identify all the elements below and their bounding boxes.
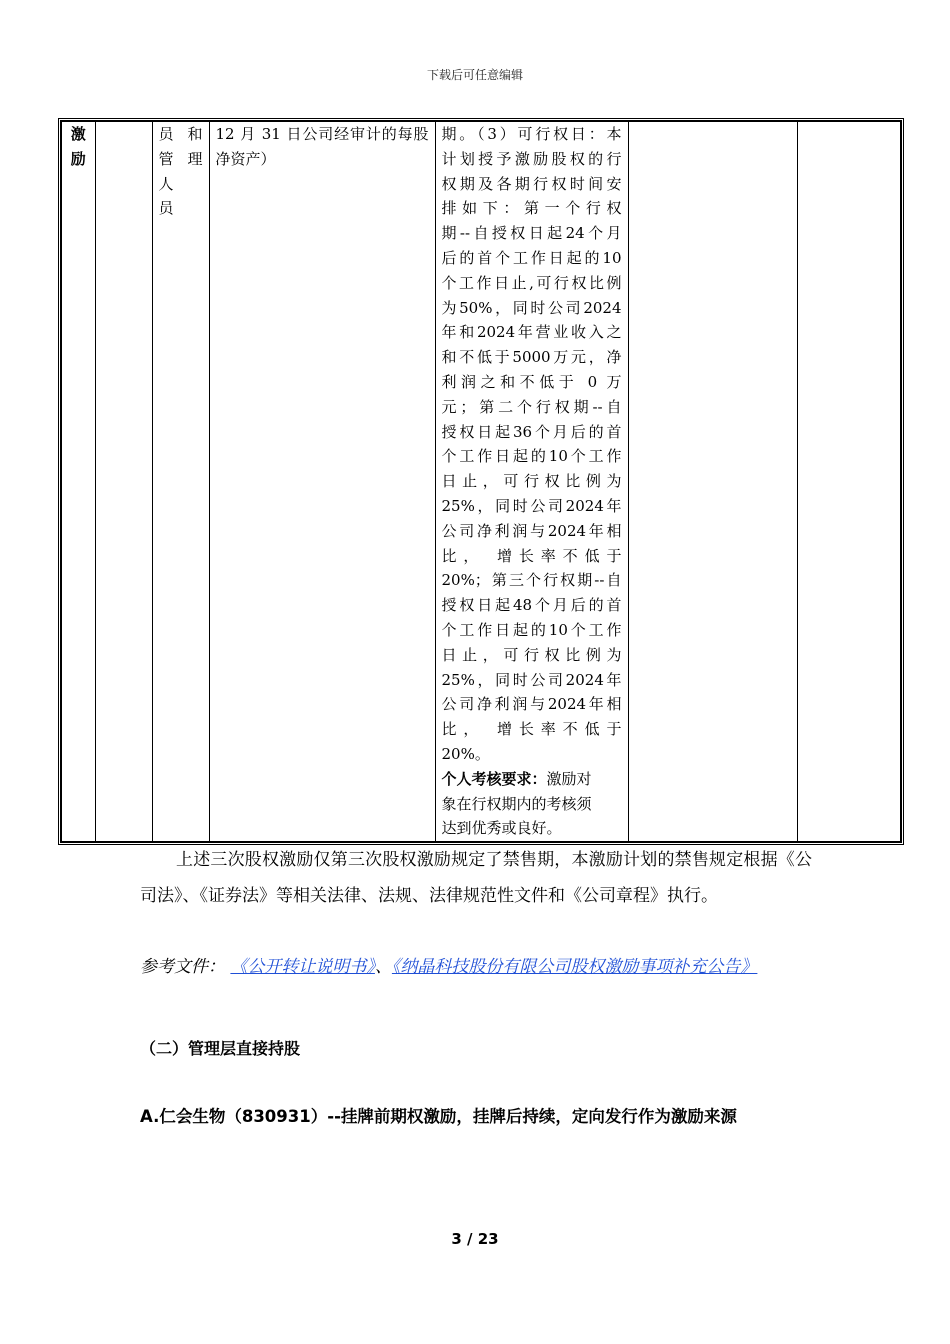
- exercise-line: 20%；第三个行权期--自: [441, 571, 622, 590]
- category-char: 励: [70, 149, 86, 168]
- exercise-line: 和不低于5000万元，净: [441, 348, 622, 367]
- reference-separator: 、: [374, 957, 392, 977]
- reference-link-announcement[interactable]: 《纳晶科技股份有限公司股权激励事项补充公告》: [391, 957, 758, 977]
- exercise-line: 后的首个工作日起的10: [441, 248, 622, 267]
- object-cell: [152, 121, 209, 842]
- exercise-text: [442, 122, 622, 767]
- exercise-line: 计划授予激励股权的行: [441, 149, 622, 168]
- object-line: 员 和: [158, 125, 203, 143]
- exercise-line: 20%。: [441, 744, 490, 763]
- assessment-text: 激励对: [546, 769, 592, 788]
- exercise-line: 25%，同时公司2024年: [441, 496, 622, 515]
- price-cell: [209, 121, 435, 842]
- exercise-line: 为50%，同时公司2024: [441, 298, 622, 317]
- exercise-line: 个工作日起的10个工作: [441, 620, 622, 639]
- exercise-line: 期。（3）可行权日：本: [441, 125, 622, 143]
- exercise-line: 比， 增长率不低于: [441, 546, 622, 565]
- exercise-line: 权期及各期行权时间安: [441, 174, 622, 193]
- exercise-line: 排如下：第一个行权: [441, 199, 622, 218]
- empty-cell: [797, 121, 901, 842]
- section-heading: （二）管理层直接持股: [140, 1039, 301, 1058]
- exercise-line: 个工作日止,可行权比例: [441, 273, 622, 292]
- exercise-line: 元；第二个行权期--自: [441, 397, 622, 416]
- category-cell: [61, 121, 95, 842]
- exercise-line: 公司净利润与2024年相: [441, 695, 622, 714]
- price-text: 12 月 31 日公司经审计的每股 净资产）: [215, 125, 429, 168]
- reference-line: [140, 950, 812, 984]
- assessment-text: 象在行权期内的考核须: [441, 794, 592, 813]
- exercise-line: 期--自授权日起24个月: [441, 224, 622, 243]
- exercise-line: 年和2024年营业收入之: [441, 323, 622, 342]
- reference-label: 参考文件：: [140, 957, 225, 977]
- exercise-line: 日止，可行权比例为: [441, 645, 622, 664]
- empty-cell: [95, 121, 152, 842]
- exercise-line: 个工作日起的10个工作: [441, 447, 622, 466]
- header-note: 下载后可任意编辑: [426, 68, 523, 82]
- exercise-line: 日止，可行权比例为: [441, 472, 622, 491]
- exercise-line: 授权日起36个月后的首: [441, 422, 622, 441]
- empty-cell: [628, 121, 797, 842]
- object-line: 员: [158, 199, 174, 218]
- assessment-label: 个人考核要求：: [441, 769, 547, 788]
- page-number: 3 / 23: [451, 1230, 499, 1248]
- object-line: 管 理: [158, 149, 203, 168]
- category-char: 激: [70, 125, 86, 143]
- exercise-line: 利润之和不低于 0 万: [441, 372, 622, 391]
- exercise-line: 25%，同时公司2024年: [441, 670, 622, 689]
- exercise-line: 比， 增长率不低于: [441, 720, 622, 739]
- exercise-line: 授权日起48个月后的首: [441, 596, 622, 615]
- reference-link-prospectus[interactable]: 《公开转让说明书》: [230, 957, 375, 977]
- subsection-heading: A.仁会生物（830931）--挂牌前期权激励，挂牌后持续，定向发行作为激励来源: [140, 1107, 737, 1126]
- exercise-line: 公司净利润与2024年相: [441, 521, 622, 540]
- assessment-text: 达到优秀或良好。: [441, 819, 562, 838]
- incentive-table: [60, 120, 902, 843]
- lockup-paragraph: 上述三次股权激励仅第三次股权激励规定了禁售期，本激励计划的禁售规定根据《公司法》、《证券法》等相关法律、法规、法律规范性文件和《公司章程》执行。: [140, 850, 812, 906]
- exercise-cell: [435, 121, 628, 842]
- object-line: 人: [158, 174, 174, 193]
